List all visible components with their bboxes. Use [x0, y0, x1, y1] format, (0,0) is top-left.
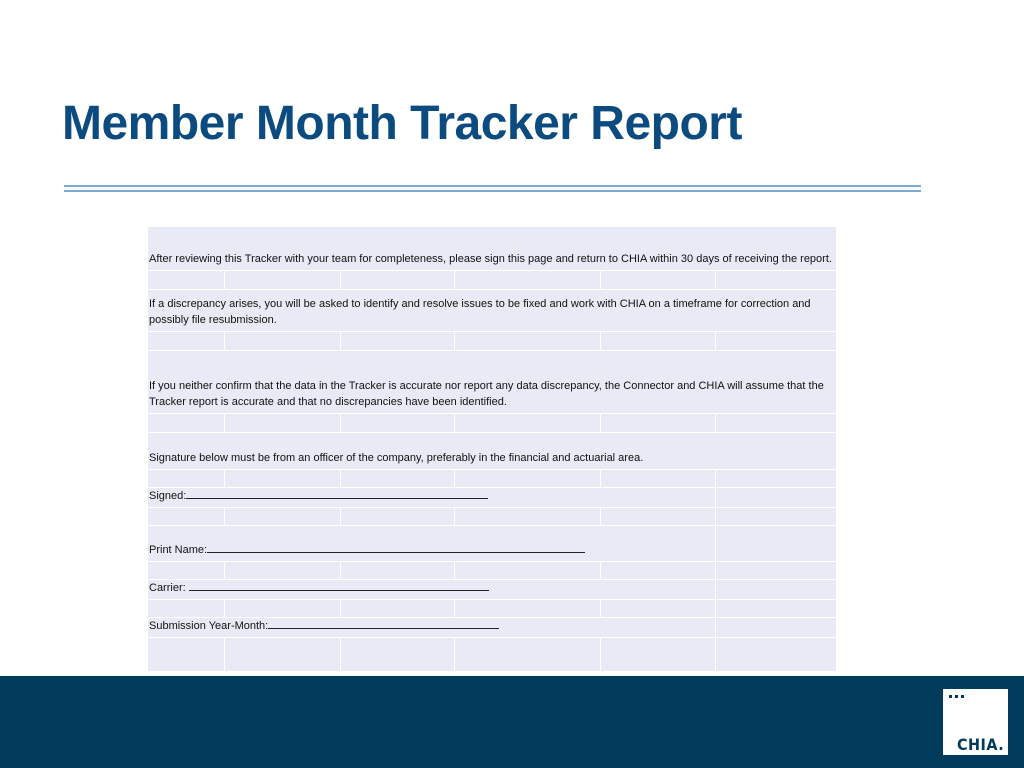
signature-note-text: Signature below must be from an officer of the company, preferably in the financial and actuarial area.: [149, 452, 644, 464]
logo-wordmark: CHIA.: [957, 735, 1005, 754]
footer-band: [0, 676, 1024, 768]
form-spacer-row: [148, 271, 837, 290]
print-name-label: Print Name:: [149, 544, 208, 556]
discrepancy-text: If a discrepancy arises, you will be asked to identify and resolve issues to be fixed and work with CHIA on a timeframe for correction and possibly file resubmission.: [149, 298, 811, 326]
form-spacer-row: [148, 638, 837, 672]
form-spacer-row: [148, 600, 837, 618]
form-row-assumption: [148, 351, 837, 414]
intro-text: After reviewing this Tracker with your team for completeness, please sign this page and return to CHIA within 30 days of receiving the report.: [149, 253, 832, 265]
print-name-line[interactable]: [207, 542, 585, 553]
carrier-line[interactable]: [189, 580, 489, 591]
form-spacer-row: [148, 562, 837, 580]
form-row-discrepancy: [148, 290, 837, 332]
form-spacer-row: [148, 508, 837, 526]
signed-field[interactable]: [148, 488, 716, 508]
submission-field[interactable]: [148, 618, 716, 638]
carrier-label: Carrier:: [149, 582, 189, 594]
form-spacer-row: [148, 470, 837, 488]
title-rule-bottom: [64, 190, 921, 192]
attestation-form: [147, 226, 837, 672]
form-row-intro: [148, 227, 837, 271]
chia-dots-icon: [949, 695, 964, 698]
carrier-field[interactable]: [148, 580, 716, 600]
submission-line[interactable]: [268, 618, 499, 629]
form-row-signature-note: [148, 433, 837, 470]
print-name-field[interactable]: [148, 526, 716, 562]
title-rule-top: [64, 185, 921, 187]
form-spacer-row: [148, 414, 837, 433]
chia-logo: [943, 689, 1008, 755]
signed-label: Signed:: [149, 490, 187, 502]
submission-label: Submission Year-Month:: [149, 620, 269, 632]
form-spacer-row: [148, 332, 837, 351]
signed-line[interactable]: [186, 488, 488, 499]
page-title: Member Month Tracker Report: [62, 97, 742, 150]
assumption-text: If you neither confirm that the data in the Tracker is accurate nor report any data discrepancy, the Connector and CHIA will assume that the Tracker report is accurate and that no discrepancies have been identified.: [149, 380, 824, 408]
